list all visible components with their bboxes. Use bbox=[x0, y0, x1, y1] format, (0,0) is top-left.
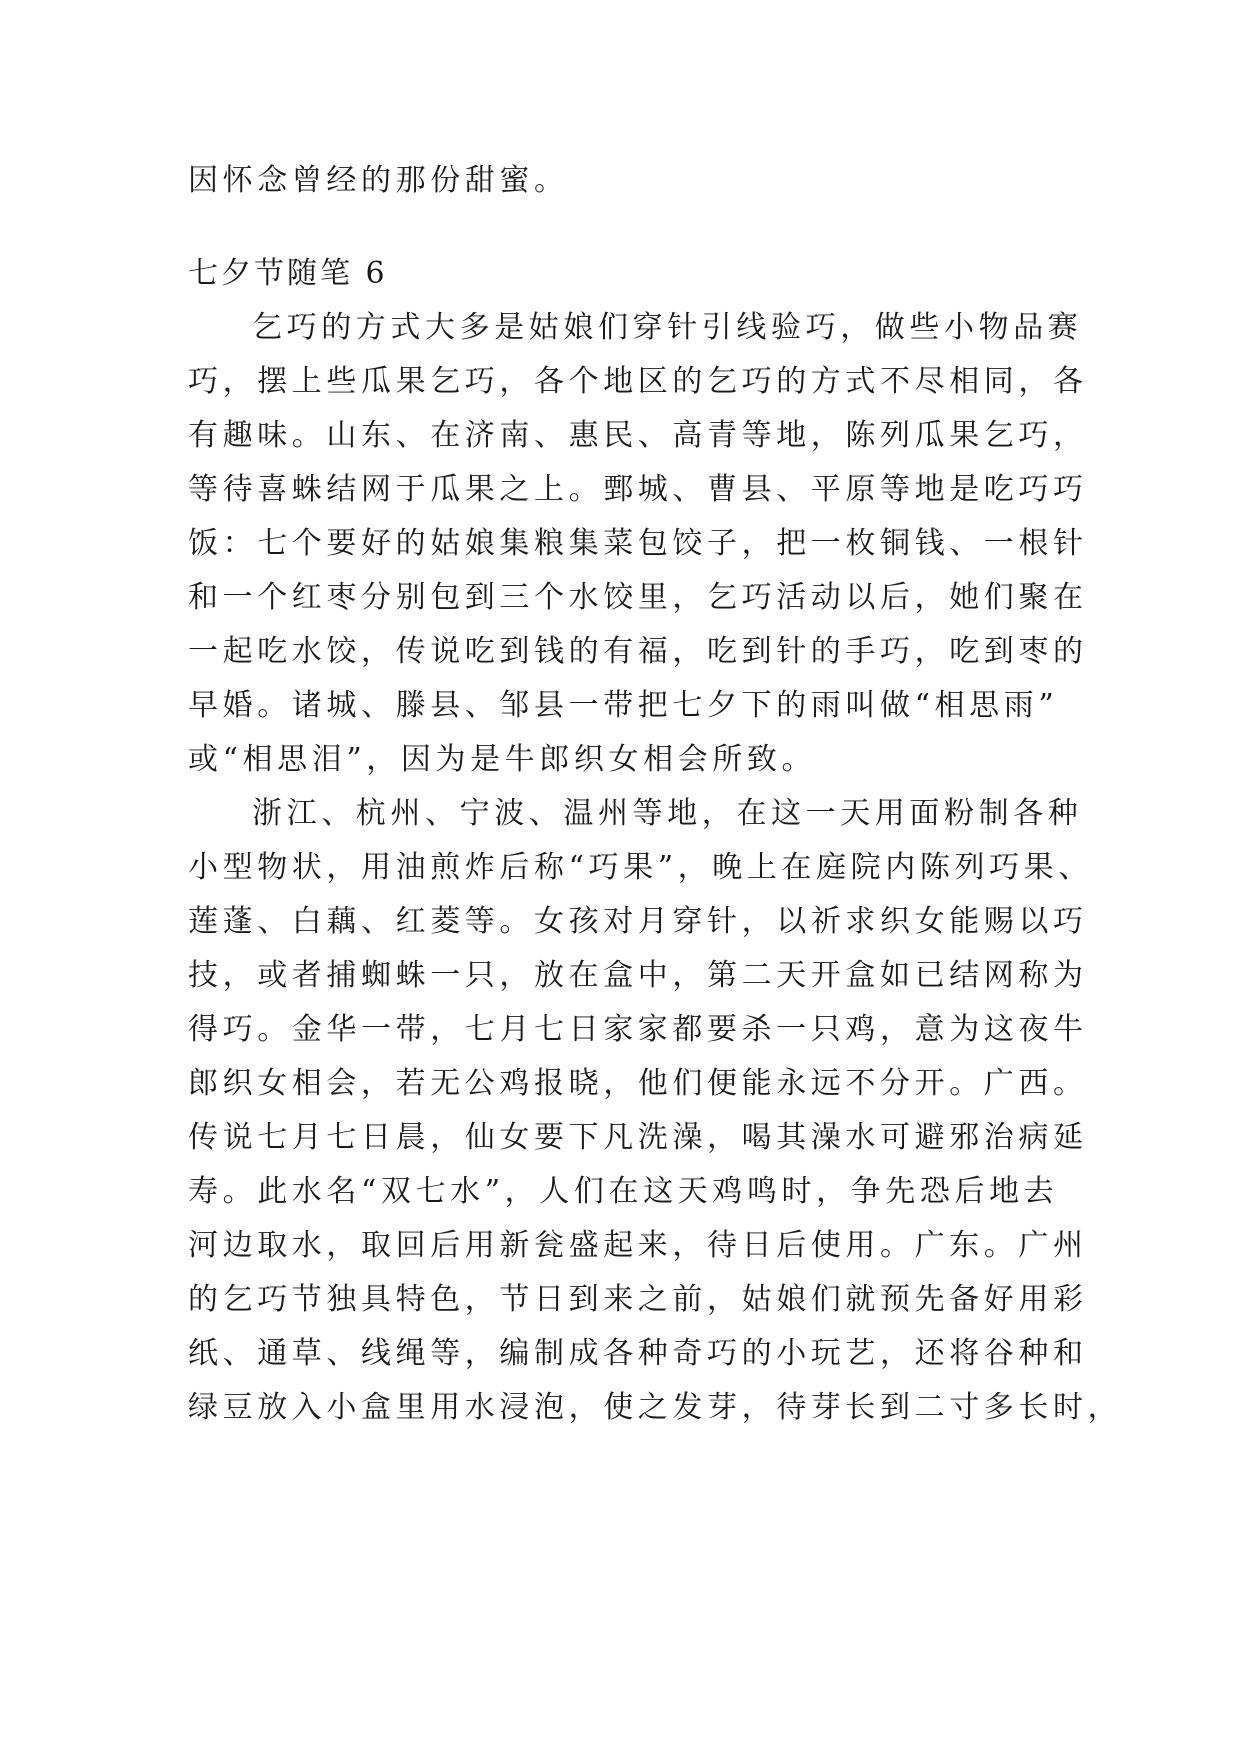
paragraph-line: 巧，摆上些瓜果乞巧，各个地区的乞巧的方式不尽相同，各 bbox=[188, 364, 1088, 399]
paragraph-line: 有趣味。山东、在济南、惠民、高青等地，陈列瓜果乞巧， bbox=[188, 418, 1088, 453]
continuation-line: 因怀念曾经的那份甜蜜。 bbox=[188, 163, 569, 198]
paragraph-line: 浙江、杭州、宁波、温州等地，在这一天用面粉制各种 bbox=[252, 796, 1083, 831]
paragraph-line: 或“相思泪”，因为是牛郎织女相会所致。 bbox=[188, 742, 817, 777]
paragraph-line: 纸、通草、线绳等，编制成各种奇巧的小玩艺，还将谷种和 bbox=[188, 1336, 1088, 1371]
paragraph-line: 和一个红枣分别包到三个水饺里，乞巧活动以后，她们聚在 bbox=[188, 580, 1088, 615]
paragraph-line: 的乞巧节独具特色，节日到来之前，姑娘们就预先备好用彩 bbox=[188, 1282, 1088, 1317]
paragraph-line: 河边取水，取回后用新瓮盛起来，待日后使用。广东。广州 bbox=[188, 1228, 1088, 1263]
paragraph-line: 得巧。金华一带，七月七日家家都要杀一只鸡，意为这夜牛 bbox=[188, 1012, 1088, 1047]
paragraph-line: 小型物状，用油煎炸后称“巧果”，晚上在庭院内陈列巧果、 bbox=[188, 850, 1093, 885]
paragraph-line: 早婚。诸城、滕县、邹县一带把七夕下的雨叫做“相思雨” bbox=[188, 688, 1059, 723]
paragraph-line: 莲蓬、白藕、红菱等。女孩对月穿针，以祈求织女能赐以巧 bbox=[188, 904, 1088, 939]
section-title: 七夕节随笔 6 bbox=[188, 256, 388, 291]
paragraph-line: 乞巧的方式大多是姑娘们穿针引线验巧，做些小物品赛 bbox=[252, 310, 1083, 345]
paragraph-line: 饭：七个要好的姑娘集粮集菜包饺子，把一枚铜钱、一根针 bbox=[188, 526, 1088, 561]
paragraph-line: 绿豆放入小盒里用水浸泡，使之发芽，待芽长到二寸多长时， bbox=[188, 1390, 1123, 1425]
paragraph-line: 寿。此水名“双七水”，人们在这天鸡鸣时，争先恐后地去 bbox=[188, 1174, 1059, 1209]
paragraph-line: 技，或者捕蜘蛛一只，放在盒中，第二天开盒如已结网称为 bbox=[188, 958, 1088, 993]
paragraph-line: 等待喜蛛结网于瓜果之上。鄄城、曹县、平原等地是吃巧巧 bbox=[188, 472, 1088, 507]
paragraph-line: 郎织女相会，若无公鸡报晓，他们便能永远不分开。广西。 bbox=[188, 1066, 1088, 1101]
paragraph-line: 传说七月七日晨，仙女要下凡洗澡，喝其澡水可避邪治病延 bbox=[188, 1120, 1088, 1155]
paragraph-line: 一起吃水饺，传说吃到钱的有福，吃到针的手巧，吃到枣的 bbox=[188, 634, 1088, 669]
